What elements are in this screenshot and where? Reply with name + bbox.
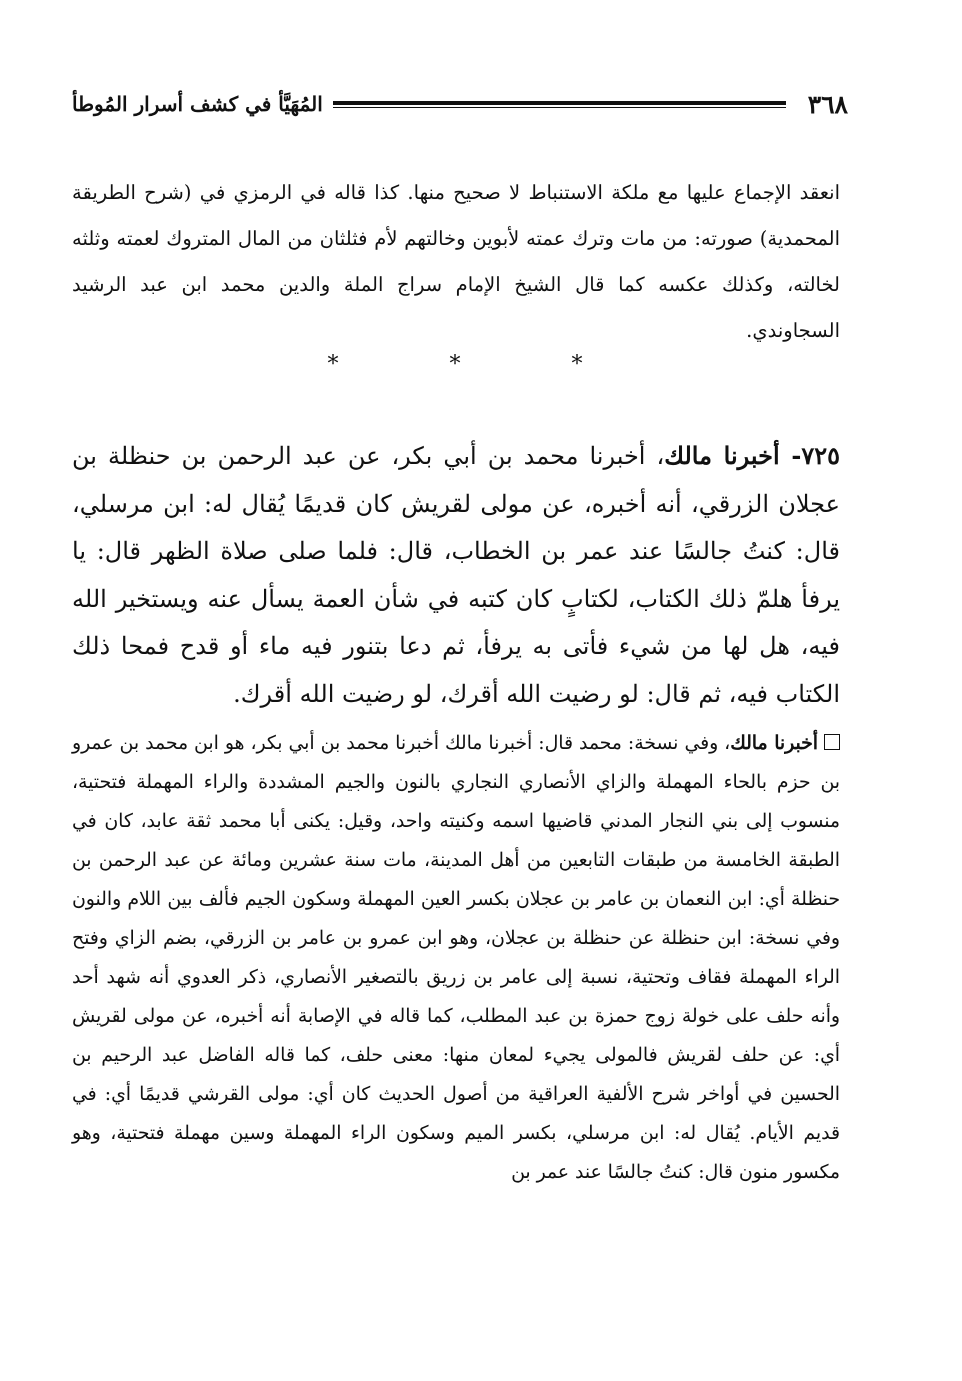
commentary-text: ، وفي نسخة: محمد قال: أخبرنا مالك أخبرنا محمد بن أبي بكر، هو ابن محمد بن عمرو بن حزم بالحاء المهملة والزاي الأنصاري النجاري بالنون والجيم المشددة والراء المهملة فتحتية، منسوب إلى بني النجار المدني قاضيها اسمه وكنيته واحد، وقيل: يكنى أبا محمد ثقة عابد، كان في الطبقة الخامسة من طبقات التابعين من أهل المدينة، مات سنة عشرين ومائة عن عبد الرحمن بن حنظلة أي: ابن النعمان بن عامر بن عجلان بكسر العين المهملة وسكون الجيم فألف بين اللام والنون وفي نسخة: ابن حنظلة عن حنظلة بن عجلان، وهو ابن عمرو بن عامر بن الزرقي، بضم الزاي وفتح الراء المهملة فقاف وتحتية، نسبة إلى عامر بن زريق بالتصغير الأنصاري، ذكر العدوي أنه شهد أحد وأنه حلف على خولة زوج حمزة بن عبد المطلب، كما قاله في الإصابة أنه أخبره، عن مولى لقريش أي: عن حلف لقريش فالمولى يجيء لمعان منها: معنى حلف، كما قاله الفاضل عبد الرحيم بن الحسين في أواخر شرح الألفية العراقية من أصول الحديث كان أي: مولى القرشي قديمًا أي: في قديم الأيام. يُقال له: ابن مرسلي، بكسر الميم وسكون الراء المهملة وسين مهملة فتحتية، وهو مكسور منون قال: كنتُ جالسًا عند عمر بن bbox=[72, 732, 840, 1183]
hadith-paragraph bbox=[72, 432, 840, 718]
running-title: المُهَيَّأ في كشف أسرار المُوطأ bbox=[72, 92, 323, 116]
square-marker-icon bbox=[824, 734, 840, 750]
header-rule bbox=[333, 101, 786, 108]
page-number: ٣٦٨ bbox=[807, 89, 848, 119]
commentary-paragraph bbox=[72, 724, 840, 1192]
section-separator: * * * bbox=[327, 352, 635, 377]
page-header bbox=[72, 84, 848, 124]
intro-paragraph: انعقد الإجماع عليها مع ملكة الاستنباط لا صحيح منها. كذا قاله في الرمزي في (شرح الطريقة المحمدية) صورته: من مات وترك عمته لأبوين وخالتهم لأم فثلثان من المال المتروك لعمته وثلثه لخالته، وكذلك عكسه كما قال الشيخ الإمام سراج الملة والدين محمد ابن عبد الرشيد السجاوندي. bbox=[72, 180, 840, 342]
hadith-text: ، أخبرنا محمد بن أبي بكر، عن عبد الرحمن بن حنظلة بن عجلان الزرقي، أنه أخبره، عن مولى لقريش كان قديمًا يُقال له: ابن مرسلي، قال: كنتُ جالسًا عند عمر بن الخطاب، قال: فلما صلى صلاة الظهر قال: يا يرفأ هلمّ ذلك الكتاب، لكتابٍ كان كتبه في شأن العمة يسأل عنه ويستخير الله فيه، هل لها من شيء فأتى به يرفأ، ثم دعا بتنور فيه ماء أو قدح فمحا ذلك الكتاب فيه، ثم قال: لو رضيت الله أقرك، لو رضيت الله أقرك. bbox=[72, 442, 840, 708]
hadith-number: ٧٢٥- أخبرنا مالك bbox=[664, 441, 840, 470]
commentary-lead: أخبرنا مالك bbox=[730, 731, 818, 754]
